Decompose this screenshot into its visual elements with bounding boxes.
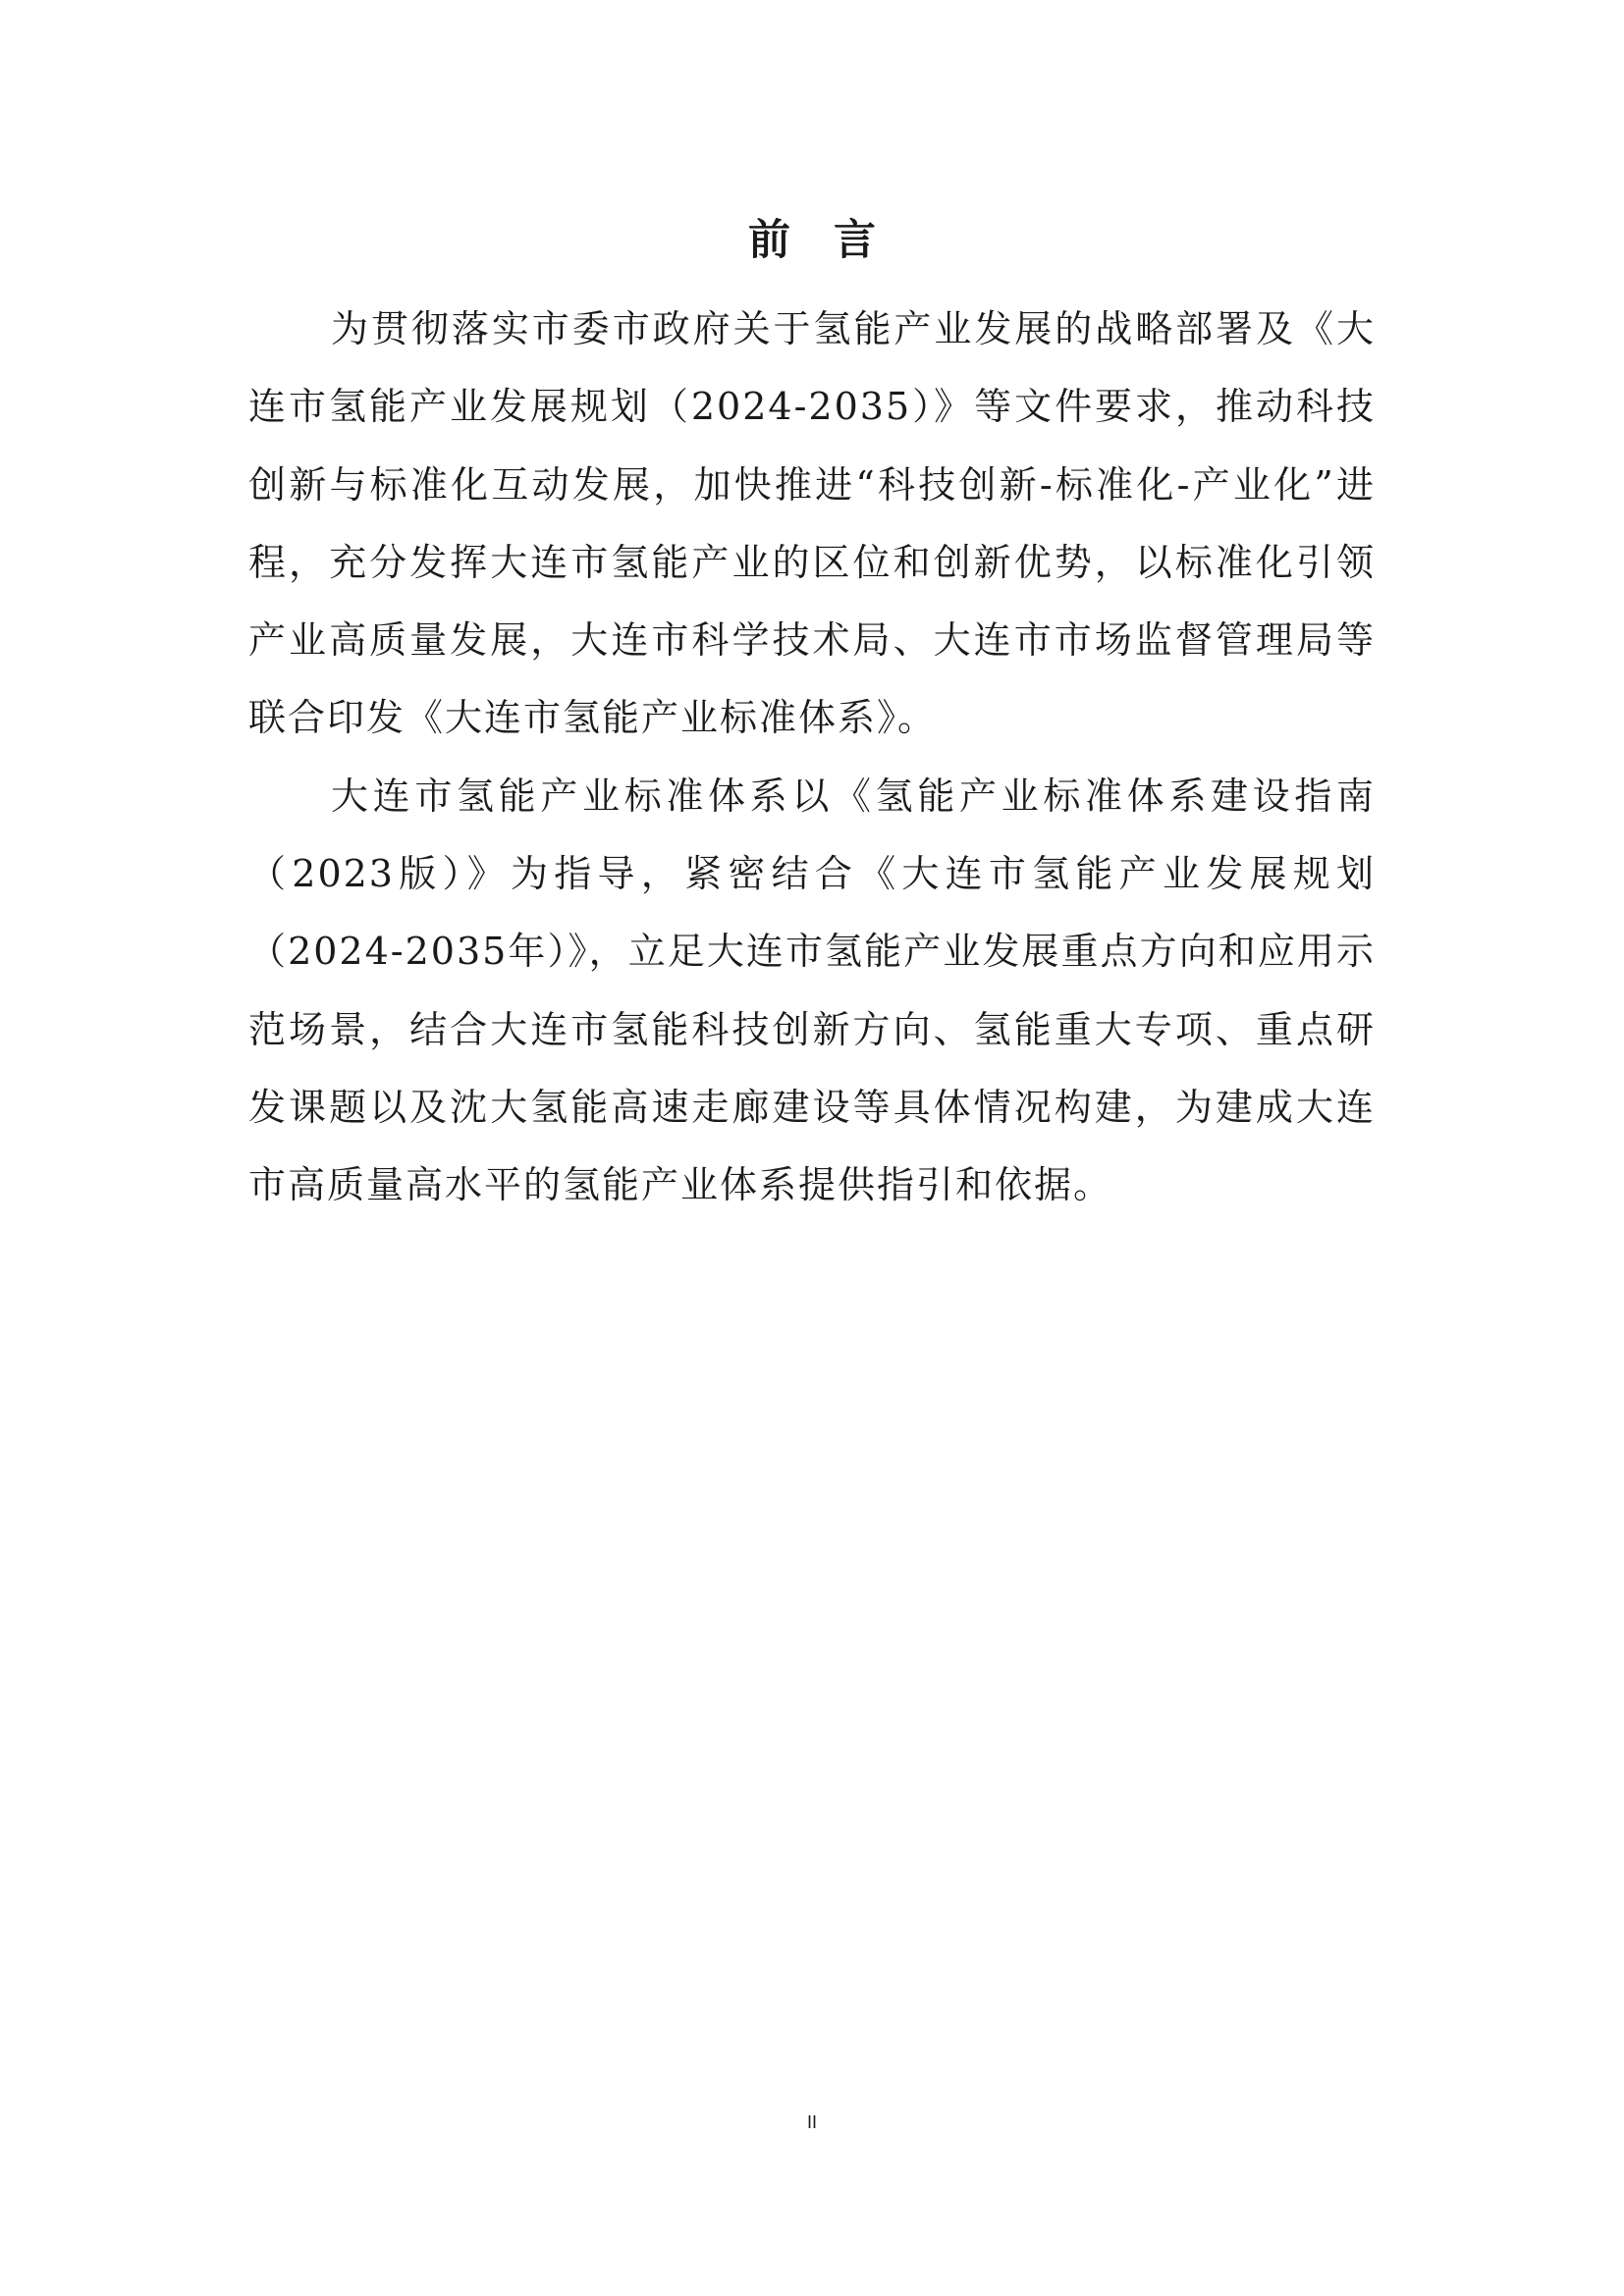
- page-number: II: [806, 2112, 817, 2132]
- preface-paragraph: 为贯彻落实市委市政府关于氢能产业发展的战略部署及《大连市氢能产业发展规划（2024-2035）》等文件要求，推动科技创新与标准化互动发展，加快推进“科技创新-标准化-产业化”进程，充分发挥大连市氢能产业的区位和创新优势，以标准化引领产业高质量发展，大连市科学技术局、大连市市场监督管理局等联合印发《大连市氢能产业标准体系》。: [248, 307, 1376, 740]
- preface-paragraph: 大连市氢能产业标准体系以《氢能产业标准体系建设指南（2023版）》为指导，紧密结合《大连市氢能产业发展规划（2024-2035年）》，立足大连市氢能产业发展重点方向和应用示范场景，结合大连市氢能科技创新方向、氢能重大专项、重点研发课题以及沈大氢能高速走廊建设等具体情况构建，为建成大连市高质量高水平的氢能产业体系提供指引和依据。: [248, 774, 1376, 1207]
- preface-body: [248, 291, 1376, 1225]
- page-title: 前言: [748, 216, 919, 265]
